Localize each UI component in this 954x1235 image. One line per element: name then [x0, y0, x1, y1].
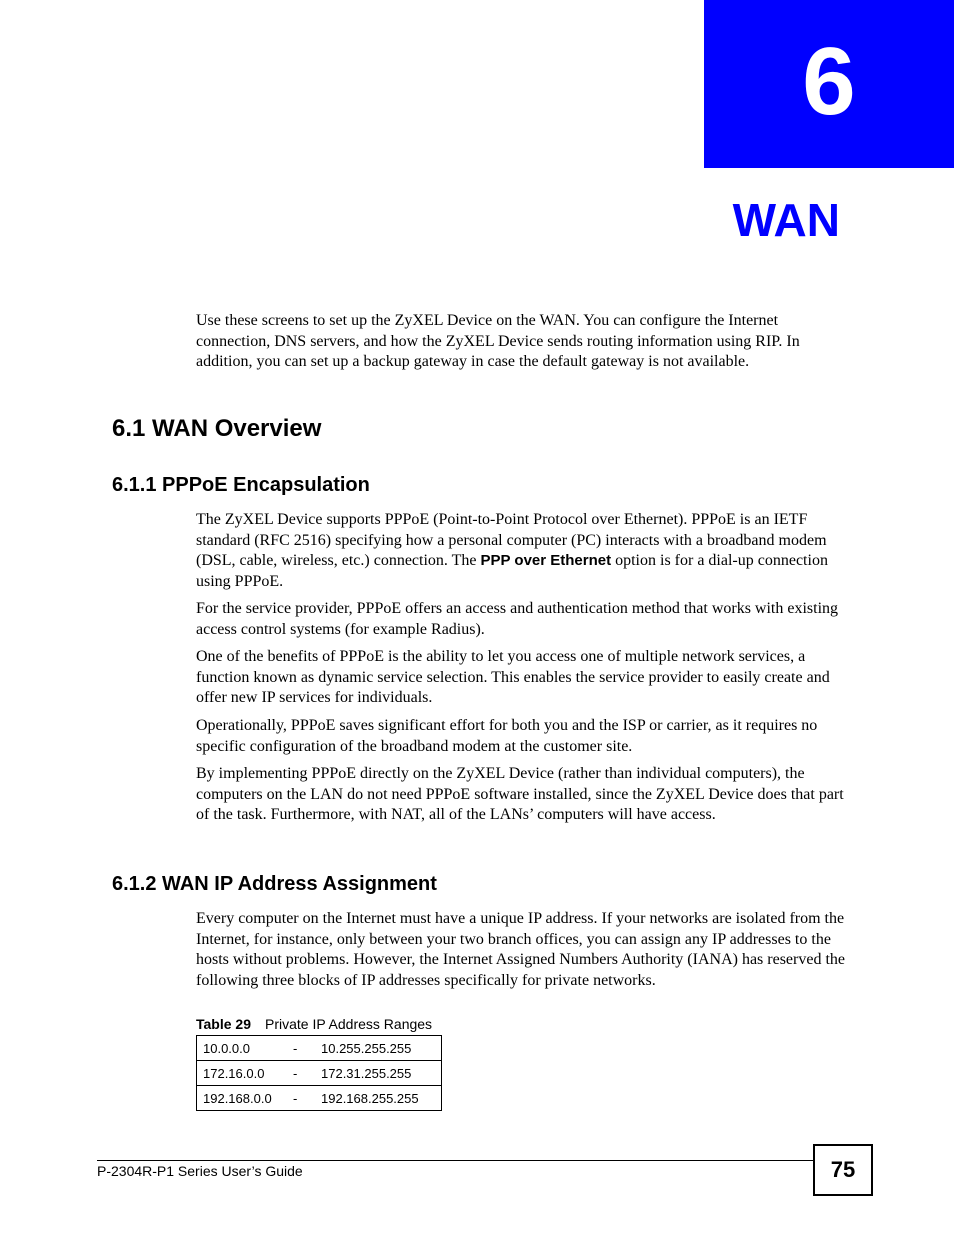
- intro-paragraph: Use these screens to set up the ZyXEL Device on the WAN. You can configure the Internet connection, DNS servers, and how the ZyXEL Device sends routing information using RIP. In addition, you can set up a backup gateway in case the default gateway is not available.: [196, 312, 800, 370]
- pppoe-p1-text-b: option is for a dial-up connection using PPPoE.: [196, 552, 828, 590]
- footer-divider: [97, 1160, 813, 1161]
- range-start: 10.0.0.0: [197, 1036, 294, 1061]
- range-separator: -: [293, 1061, 321, 1086]
- section-heading-wan-overview: 6.1 WAN Overview: [112, 415, 322, 442]
- wan-ip-paragraph: Every computer on the Internet must have a unique IP address. If your networks are isolated from the Internet, for instance, only between your two branch offices, you can assign any IP addresses to the hosts without problems. However, the Internet Assigned Numbers Authority (IANA) has reserved the following three blocks of IP addresses specifically for private networks.: [196, 910, 846, 989]
- page-number: 75: [813, 1144, 873, 1196]
- chapter-title: WAN: [732, 194, 840, 246]
- pppoe-paragraph-4: Operationally, PPPoE saves significant effort for both you and the ISP or carrier, as it requires no specific configuration of the broadband modem at the customer site.: [196, 717, 818, 755]
- pppoe-paragraph-1: [196, 510, 846, 592]
- footer-guide-title: P-2304R-P1 Series User’s Guide: [97, 1163, 303, 1179]
- range-end: 192.168.255.255: [321, 1086, 442, 1111]
- pppoe-paragraph-3: One of the benefits of PPPoE is the ability to let you access one of multiple network services, a function known as dynamic service selection. This enables the service provider to easily create and offer new IP services for individuals.: [196, 648, 830, 706]
- table-row: [197, 1061, 442, 1086]
- range-end: 172.31.255.255: [321, 1061, 442, 1086]
- table-row: [197, 1086, 442, 1111]
- pppoe-paragraph-5: By implementing PPPoE directly on the ZyXEL Device (rather than individual computers), the computers on the LAN do not need PPPoE software installed, since the ZyXEL Device does that part of the task. Furthermore, with NAT, all of the LANs’ computers will have access.: [196, 765, 844, 823]
- range-separator: -: [293, 1036, 321, 1061]
- table-caption: [196, 1015, 432, 1033]
- private-ip-table: [196, 1035, 442, 1111]
- range-start: 192.168.0.0: [197, 1086, 294, 1111]
- range-start: 172.16.0.0: [197, 1061, 294, 1086]
- table-caption-text: Private IP Address Ranges: [265, 1016, 433, 1032]
- chapter-number: 6: [802, 28, 856, 135]
- pppoe-p1-text-a: The ZyXEL Device supports PPPoE (Point-to-Point Protocol over Ethernet). PPPoE is an IETF standard (RFC 2516) specifying how a personal computer (PC) interacts with a broadband modem (DSL, cable, wireless, etc.) connection. The: [196, 511, 827, 569]
- table-label: Table 29: [196, 1016, 251, 1032]
- section-heading-pppoe: 6.1.1 PPPoE Encapsulation: [112, 474, 370, 496]
- ppp-over-ethernet-term: PPP over Ethernet: [480, 552, 612, 569]
- pppoe-paragraph-2: For the service provider, PPPoE offers an access and authentication method that works with existing access control systems (for example Radius).: [196, 600, 839, 638]
- range-separator: -: [293, 1086, 321, 1111]
- section-heading-wan-ip: 6.1.2 WAN IP Address Assignment: [112, 873, 437, 895]
- chapter-number-box: [704, 0, 954, 168]
- table-row: [197, 1036, 442, 1061]
- range-end: 10.255.255.255: [321, 1036, 442, 1061]
